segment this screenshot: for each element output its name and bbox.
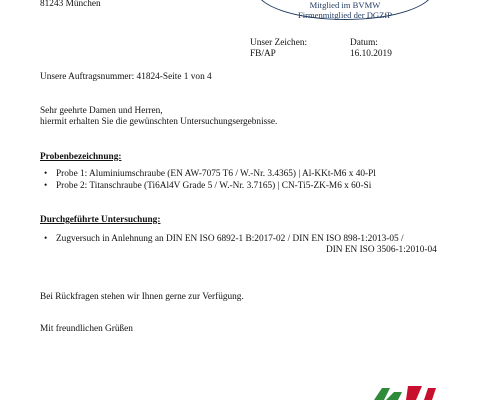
tests-heading: Durchgeführte Untersuchung: bbox=[40, 215, 161, 225]
seal-line-2: Firmenmitglied der DGZfP bbox=[297, 10, 393, 20]
bullet-icon: • bbox=[44, 169, 48, 179]
sample-2-text: Probe 2: Titanschraube (Ti6Al4V Grade 5 / W.-Nr. 3.7165) | CN-Ti5-ZK-M6 x 60-Si bbox=[56, 181, 372, 191]
date-label: Datum: bbox=[350, 38, 378, 48]
closing-regards: Mit freundlichen Grüßen bbox=[40, 324, 133, 334]
test-item bbox=[44, 234, 404, 245]
test-item-continuation: DIN EN ISO 3506-1:2010-04 bbox=[326, 245, 437, 255]
bullet-icon: • bbox=[44, 181, 48, 191]
sample-item-2 bbox=[44, 181, 371, 192]
date-value: 16.10.2019 bbox=[350, 49, 392, 59]
address-line: 81243 München bbox=[40, 0, 101, 9]
order-number: Unsere Auftragsnummer: 41824-Seite 1 von 4 bbox=[40, 72, 212, 82]
sample-1-text: Probe 1: Aluminiumschraube (EN AW-7075 T6 / W.-Nr. 3.4365) | Al-KKt-M6 x 40-Pl bbox=[56, 169, 376, 179]
questions-text: Bei Rückfragen stehen wir Ihnen gerne zur Verfügung. bbox=[40, 292, 244, 302]
test-item-text: Zugversuch in Anlehnung an DIN EN ISO 6892-1 B:2017-02 / DIN EN ISO 898-1:2013-05 / bbox=[56, 234, 404, 244]
membership-seal bbox=[256, 0, 434, 20]
bullet-icon: • bbox=[44, 234, 48, 244]
company-logo-icon bbox=[372, 384, 438, 400]
intro-text: hiermit erhalten Sie die gewünschten Untersuchungsergebnisse. bbox=[40, 117, 278, 127]
seal-line-1: Mitglied im BVMW bbox=[309, 0, 381, 10]
our-reference-label: Unser Zeichen: bbox=[250, 38, 308, 48]
salutation: Sehr geehrte Damen und Herren, bbox=[40, 106, 163, 116]
our-reference-value: FB/AP bbox=[250, 49, 276, 59]
sample-item-1 bbox=[44, 169, 376, 180]
samples-heading: Probenbezeichnung: bbox=[40, 152, 122, 162]
